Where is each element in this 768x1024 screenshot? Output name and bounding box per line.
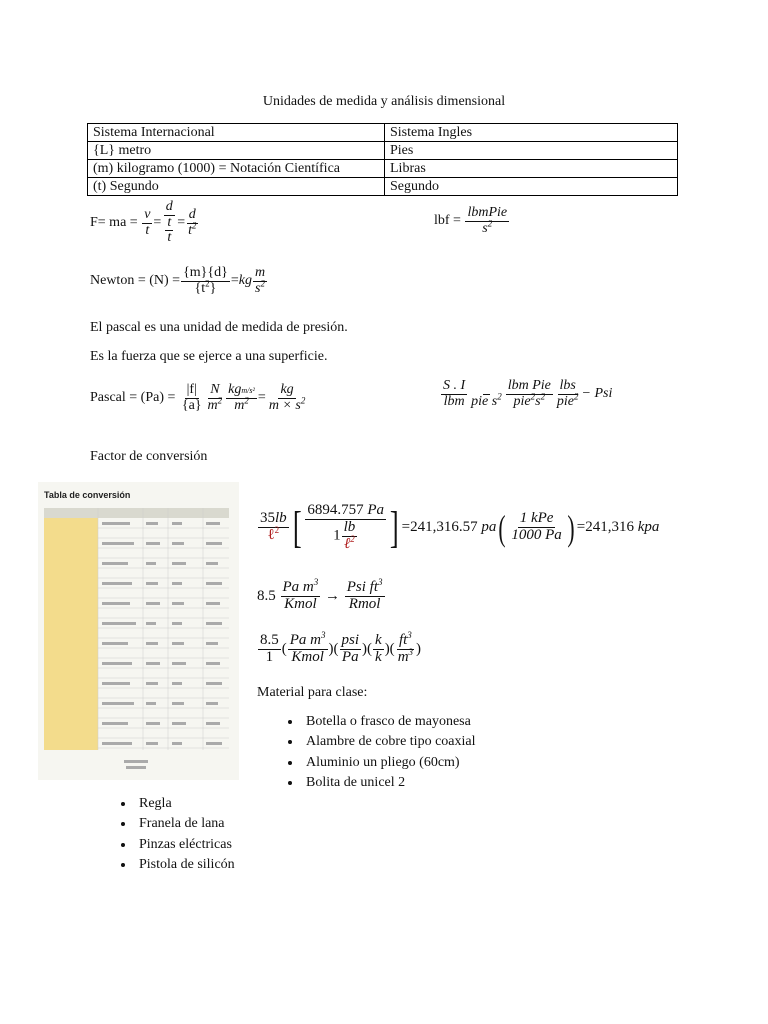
force-prefix: F= ma =: [90, 215, 138, 231]
calc-6894: 6894.757: [307, 502, 364, 518]
list-item: • Franela de lana: [135, 814, 235, 834]
pascal-definition: El pascal es una unidad de medida de presión.: [90, 320, 348, 335]
pascal-formula: Pascal = (Pa) = $\frac{|f|}{\{a\}}$ $\frac{N}{m^2}$ $\frac{\text{kgm/s²}}{m^2}$ = $\frac{kg}{m \times s^2}$: [90, 382, 306, 413]
table-row: [88, 160, 678, 178]
materials-right-list: [280, 712, 475, 794]
lbf-formula: lbf = $\frac{\text{lbmPie}}{s^2}$: [434, 205, 508, 236]
table-cell: Sistema Internacional: [88, 124, 385, 142]
units-table: [87, 123, 678, 196]
conversion-table-graphic: [38, 482, 239, 780]
list-item: • Aluminio un pliego (60cm): [302, 753, 475, 773]
calc-85: 8.5: [257, 587, 276, 604]
list-item: • Botella o frasco de mayonesa: [302, 712, 475, 732]
newton-prefix: Newton = (N) =: [90, 273, 181, 289]
material-heading: Material para clase:: [257, 685, 368, 700]
newton-formula: Newton = (N) = $\frac{\{m\}\{d\}}{\{t^2\}}$ = kg $\frac{m}{s^2}$: [90, 265, 266, 296]
pascal-force-text: Es la fuerza que se ejerce a una superficie.: [90, 349, 328, 364]
table-row: [88, 142, 678, 160]
table-cell: (m) kilogramo (1000) = Notación Científica: [88, 160, 385, 178]
list-item: • Regla: [135, 794, 235, 814]
list-item: • Alambre de cobre tipo coaxial: [302, 732, 475, 752]
table-cell: (t) Segundo: [88, 178, 385, 196]
conversion-factor-heading: Factor de conversión: [90, 449, 208, 464]
list-item: • Pinzas eléctricas: [135, 835, 235, 855]
pascal-prefix: Pascal = (Pa) =: [90, 390, 176, 406]
si-lbm-formula: $\frac{S . I}{\text{lbm}}$ pie $s^2$ $\frac{\text{lbm Pie}}{pie^2s^2}$ $\frac{\text{lbs}}{pie^2}$ − Psi: [443, 378, 613, 409]
calc-line-2: 8.5 $\frac{Pa m^3}{\text{Kmol}}$ → $\frac{Psi ft^3}{\text{Rmol}}$: [257, 577, 383, 612]
table-cell: Segundo: [385, 178, 678, 196]
table-cell: Libras: [385, 160, 678, 178]
force-formula: F= ma = $\frac{v}{t}$ = $\frac{d}{\frac{t}{t}}$ = $\frac{d}{t^2}$: [90, 199, 197, 246]
calc-35: 35: [260, 510, 275, 527]
table-cell: Sistema Ingles: [385, 124, 678, 142]
conversion-table-heading: Tabla de conversión: [44, 490, 131, 500]
lbf-prefix: lbf =: [434, 213, 461, 229]
list-item: • Bolita de unicel 2: [302, 773, 475, 793]
calc-line-1: $\frac{35lb}{\ell^2}$ [ 6894.757 Pa 1 $\frac{lb}{\ell^2}$ ] =241,316.57 pa ( $\frac{\text{1 kPe}}{1000 Pa}$ ) =241,316 kpa: [260, 502, 660, 552]
materials-left-list: [113, 794, 235, 876]
page-title: Unidades de medida y análisis dimensional: [262, 94, 506, 109]
calc-line-3: $\frac{8.5}{1}$ ( $\frac{Pa m^3}{\text{Kmol}}$ )( $\frac{\text{psi}}{Pa}$ )( $\frac{k}{k}$ )( $\frac{ft^3}{m^3}$ ): [260, 630, 422, 665]
table-cell: {L} metro: [88, 142, 385, 160]
table-cell: Pies: [385, 142, 678, 160]
conversion-table-image: [38, 482, 239, 780]
table-row: [88, 178, 678, 196]
calc-result-2: =241,316: [576, 519, 635, 536]
calc-result-1: =241,316.57: [401, 519, 478, 536]
table-header-row: [88, 124, 678, 142]
list-item: • Pistola de silicón: [135, 855, 235, 875]
